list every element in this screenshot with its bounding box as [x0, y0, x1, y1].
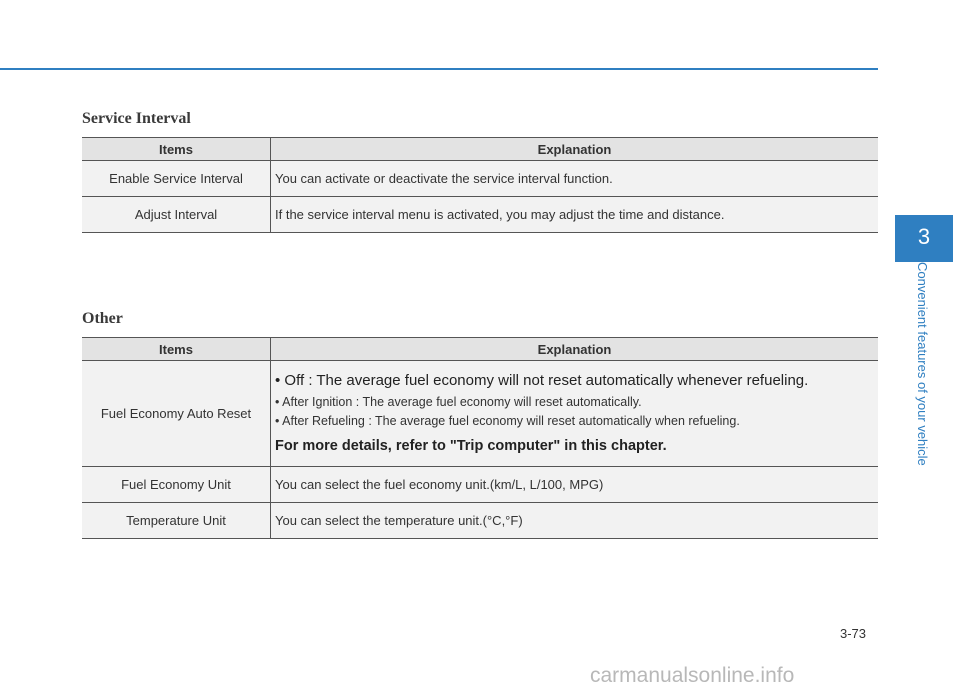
section-title-service-interval: Service Interval — [82, 110, 191, 127]
row-explanation: You can select the fuel economy unit.(km/L, L/100, MPG) — [271, 467, 879, 503]
bullet-off: • Off : The average fuel economy will not reset automatically whenever refueling. — [275, 371, 809, 389]
bullet-after-refueling: • After Refueling : The average fuel economy will reset automatically when refueling. — [275, 413, 740, 428]
service-interval-table — [82, 137, 878, 233]
bullet-after-ignition: • After Ignition : The average fuel economy will reset automatically. — [275, 394, 642, 409]
table-row — [82, 197, 878, 233]
row-item: Adjust Interval — [82, 197, 271, 233]
table-header-row — [82, 338, 878, 361]
row-item: Fuel Economy Unit — [82, 467, 271, 503]
table-row — [82, 361, 878, 467]
other-table — [82, 337, 878, 539]
chapter-title: Convenient features of your vehicle — [915, 262, 930, 466]
section-title-other: Other — [82, 310, 123, 327]
row-explanation: You can activate or deactivate the service interval function. — [271, 161, 879, 197]
watermark: carmanualsonline.info — [590, 664, 795, 687]
table-header-row — [82, 138, 878, 161]
header-items: Items — [82, 138, 271, 161]
chapter-number-tab: 3 — [895, 215, 953, 259]
header-items: Items — [82, 338, 271, 361]
row-item: Fuel Economy Auto Reset — [82, 361, 271, 467]
table-row — [82, 467, 878, 503]
reference-note: For more details, refer to "Trip computer" in this chapter. — [275, 437, 667, 454]
page-number: 3-73 — [840, 626, 867, 641]
row-item: Temperature Unit — [82, 503, 271, 539]
row-item: Enable Service Interval — [82, 161, 271, 197]
table-row — [82, 161, 878, 197]
row-explanation — [271, 361, 879, 467]
row-explanation: You can select the temperature unit.(°C,°F) — [271, 503, 879, 539]
header-explanation: Explanation — [271, 338, 879, 361]
table-row — [82, 503, 878, 539]
header-explanation: Explanation — [271, 138, 879, 161]
top-rule — [0, 68, 878, 70]
row-explanation: If the service interval menu is activated, you may adjust the time and distance. — [271, 197, 879, 233]
